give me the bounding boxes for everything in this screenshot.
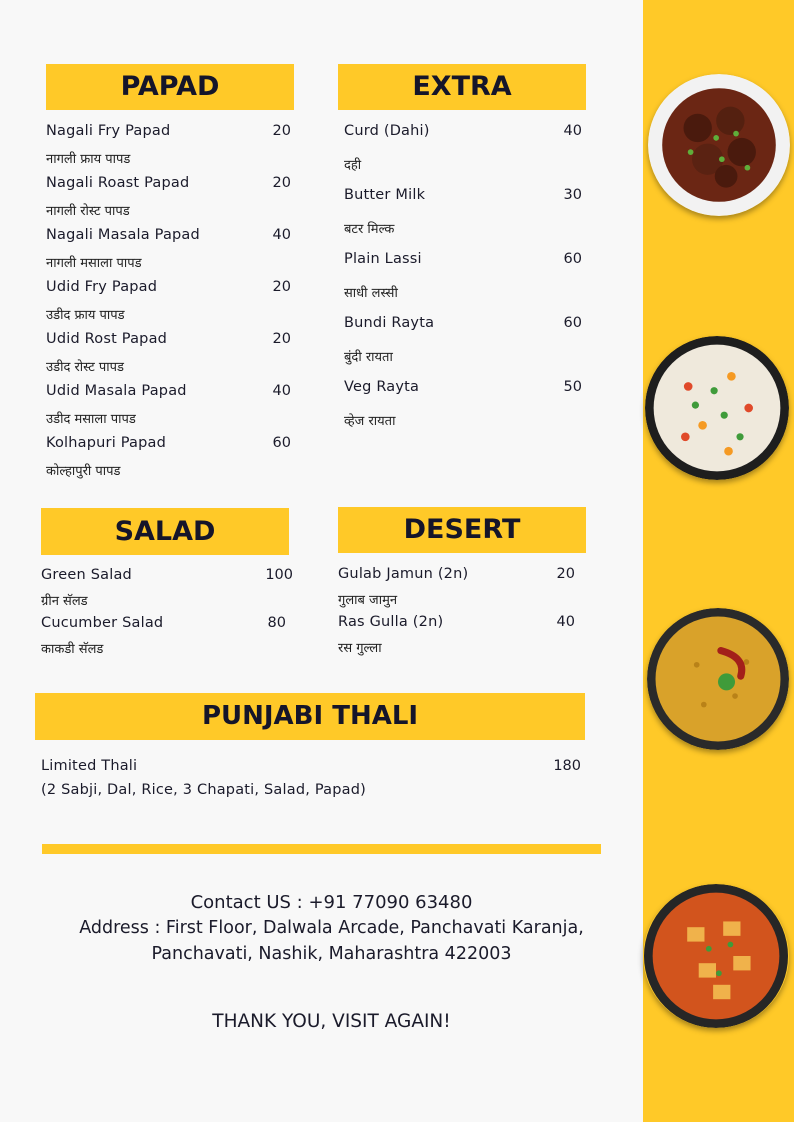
- menu-item-price: 40: [556, 614, 575, 630]
- menu-item-local-name: बुंदी रायता: [344, 350, 393, 365]
- menu-item-local-name: बटर मिल्क: [344, 222, 395, 237]
- menu-item-local-name: दही: [344, 158, 362, 173]
- veg-pulao-dish-image: [645, 336, 789, 480]
- address-line-2: Panchavati, Nashik, Maharashtra 422003: [151, 944, 512, 964]
- thank-you-message: THANK YOU, VISIT AGAIN!: [212, 1011, 451, 1032]
- menu-item-price: 80: [267, 615, 286, 631]
- menu-item-name: Butter Milk: [344, 187, 426, 203]
- manchurian-dish-image: [648, 74, 790, 216]
- menu-item-local-name: नागली फ्राय पापड: [46, 152, 131, 167]
- menu-item-name: Nagali Masala Papad: [46, 227, 200, 243]
- menu-item-name: Udid Rost Papad: [46, 331, 168, 347]
- menu-item-name: Udid Fry Papad: [46, 279, 158, 295]
- dal-dish-image: [647, 608, 789, 750]
- menu-item-name: Veg Rayta: [344, 379, 420, 395]
- menu-item-price: 40: [563, 123, 582, 139]
- menu-item-name: Green Salad: [41, 567, 132, 583]
- menu-item-local-name: उडीद फ्राय पापड: [46, 308, 125, 323]
- extra-header: EXTRA: [338, 64, 586, 110]
- desert-header: DESERT: [338, 507, 586, 553]
- menu-item-price: 60: [563, 251, 582, 267]
- menu-item-price: 40: [272, 227, 291, 243]
- menu-item-price: 40: [272, 383, 291, 399]
- thali-description: (2 Sabji, Dal, Rice, 3 Chapati, Salad, Papad): [41, 782, 366, 798]
- menu-item-price: 20: [556, 566, 575, 582]
- menu-item-name: Curd (Dahi): [344, 123, 430, 139]
- menu-item-name: Kolhapuri Papad: [46, 435, 167, 451]
- menu-item-price: 50: [563, 379, 582, 395]
- papad-header: PAPAD: [46, 64, 294, 110]
- menu-item-name: Ras Gulla (2n): [338, 614, 444, 630]
- menu-item-local-name: उडीद रोस्ट पापड: [46, 360, 124, 375]
- divider-bar: [42, 844, 601, 854]
- menu-item-name: Cucumber Salad: [41, 615, 164, 631]
- menu-item-local-name: रस गुल्ला: [338, 641, 382, 656]
- address-line-1: Address : First Floor, Dalwala Arcade, Panchavati Karanja,: [79, 918, 584, 938]
- menu-item-price: 20: [272, 175, 291, 191]
- paneer-masala-dish-image: [643, 884, 789, 1028]
- menu-item-price: 60: [563, 315, 582, 331]
- menu-item-name: Udid Masala Papad: [46, 383, 187, 399]
- thali-item-price: 180: [553, 758, 581, 774]
- menu-item-price: 20: [272, 279, 291, 295]
- salad-header: SALAD: [41, 508, 289, 555]
- menu-item-name: Bundi Rayta: [344, 315, 435, 331]
- menu-item-local-name: नागली रोस्ट पापड: [46, 204, 130, 219]
- menu-item-name: Nagali Fry Papad: [46, 123, 171, 139]
- menu-item-local-name: गुलाब जामुन: [338, 593, 398, 608]
- menu-item-local-name: उडीद मसाला पापड: [46, 412, 136, 427]
- menu-item-local-name: साधी लस्सी: [344, 286, 398, 301]
- menu-item-price: 20: [272, 123, 291, 139]
- menu-item-local-name: कोल्हापुरी पापड: [46, 464, 121, 479]
- menu-item-price: 30: [563, 187, 582, 203]
- menu-item-price: 100: [265, 567, 293, 583]
- menu-item-local-name: काकडी सॅलड: [41, 642, 104, 657]
- thali-item-name: Limited Thali: [41, 758, 138, 774]
- menu-item-local-name: नागली मसाला पापड: [46, 256, 142, 271]
- menu-item-name: Plain Lassi: [344, 251, 422, 267]
- menu-item-local-name: व्हेज रायता: [344, 414, 396, 429]
- menu-item-price: 20: [272, 331, 291, 347]
- thali-header: PUNJABI THALI: [35, 693, 585, 740]
- menu-item-name: Nagali Roast Papad: [46, 175, 190, 191]
- menu-item-local-name: ग्रीन सॅलड: [41, 594, 88, 609]
- menu-item-name: Gulab Jamun (2n): [338, 566, 469, 582]
- menu-item-price: 60: [272, 435, 291, 451]
- contact-info: Contact US : +91 77090 63480: [190, 892, 473, 913]
